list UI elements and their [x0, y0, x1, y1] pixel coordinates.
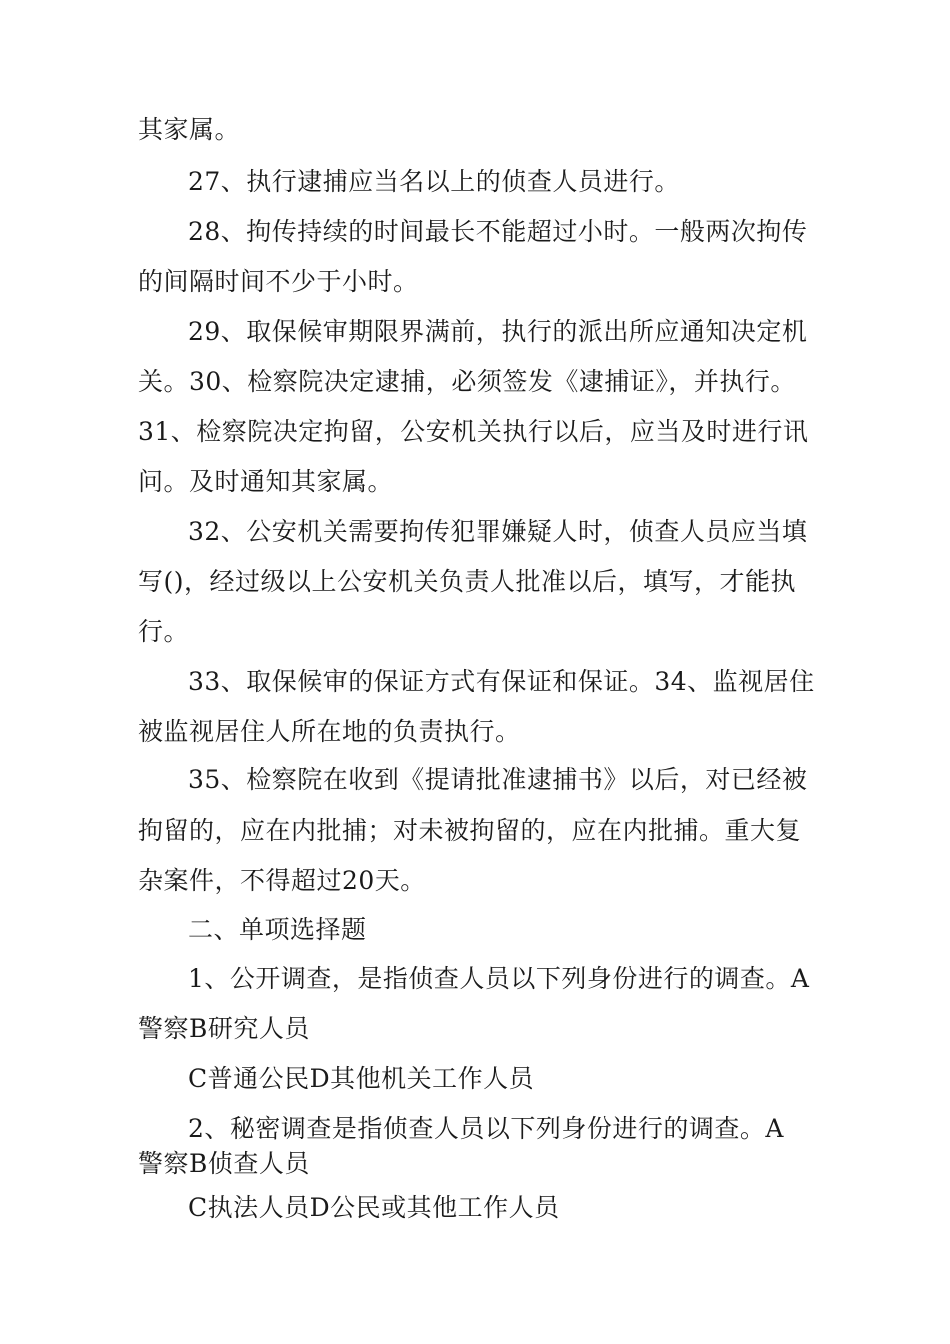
question-options: 警察B侦查人员: [138, 1149, 310, 1178]
question-options: 警察B研究人员: [138, 1014, 310, 1043]
text-line: 的间隔时间不少于小时。: [138, 267, 419, 296]
text-line: 被监视居住人所在地的负责执行。: [138, 717, 521, 746]
question-options: C普通公民D其他机关工作人员: [188, 1064, 535, 1093]
section-heading: 二、单项选择题: [188, 915, 367, 944]
text-line: 写()，经过级以上公安机关负责人批准以后，填写，才能执: [138, 567, 797, 596]
text-line: 其家属。: [138, 115, 241, 144]
text-line: 28、拘传持续的时间最长不能超过小时。一般两次拘传: [188, 217, 808, 246]
text-line: 杂案件，不得超过20天。: [138, 866, 426, 895]
text-line: 31、检察院决定拘留，公安机关执行以后，应当及时进行讯: [138, 417, 809, 446]
text-line: 拘留的，应在内批捕；对未被拘留的，应在内批捕。重大复: [138, 816, 802, 845]
text-line: 33、取保候审的保证方式有保证和保证。34、监视居住: [188, 667, 815, 696]
question-options: C执法人员D公民或其他工作人员: [188, 1193, 560, 1222]
text-line: 关。30、检察院决定逮捕，必须签发《逮捕证》，并执行。: [138, 367, 796, 396]
question-text: 1、公开调查，是指侦查人员以下列身份进行的调查。A: [188, 964, 810, 993]
text-line: 35、检察院在收到《提请批准逮捕书》以后，对已经被: [188, 765, 808, 794]
text-line: 27、执行逮捕应当名以上的侦查人员进行。: [188, 167, 680, 196]
text-line: 29、取保候审期限界满前，执行的派出所应通知决定机: [188, 317, 808, 346]
text-line: 32、公安机关需要拘传犯罪嫌疑人时，侦查人员应当填: [188, 517, 808, 546]
question-text: 2、秘密调查是指侦查人员以下列身份进行的调查。A: [188, 1114, 784, 1143]
text-line: 行。: [138, 617, 190, 646]
text-line: 问。及时通知其家属。: [138, 467, 394, 496]
